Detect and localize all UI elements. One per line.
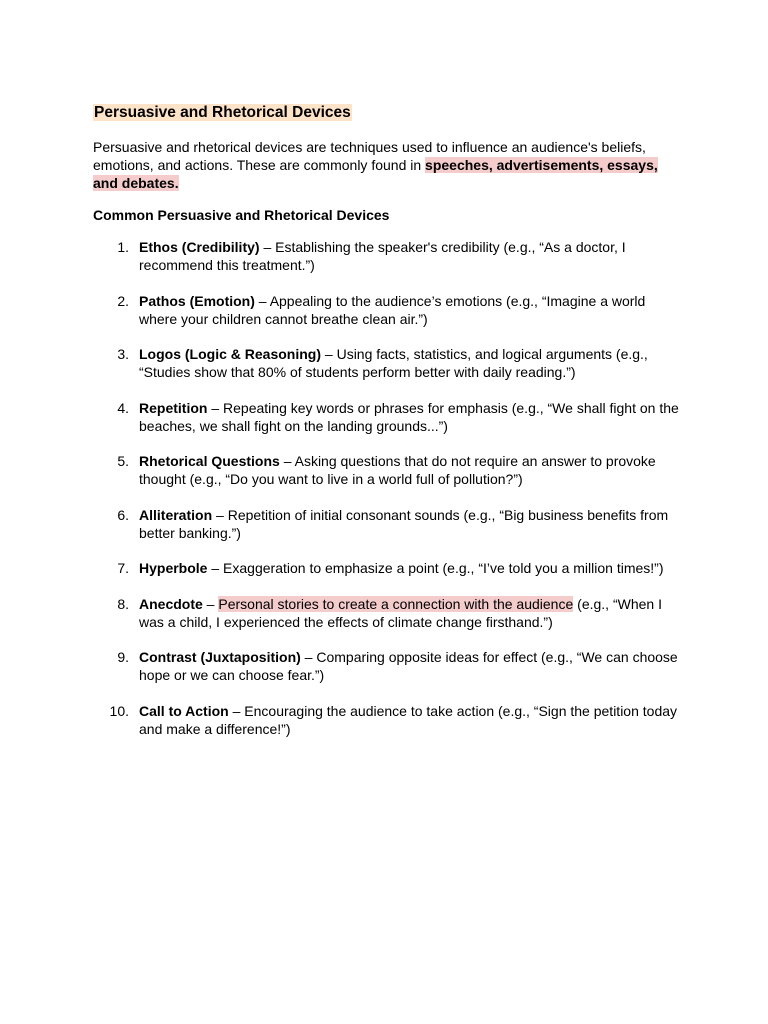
- device-number: 10.: [109, 702, 129, 719]
- device-separator: –: [254, 292, 270, 309]
- intro-paragraph: [93, 138, 683, 192]
- device-name: Hyperbole: [139, 560, 208, 576]
- device-description: Encouraging the audience to take action (e.g., “Sign the petition today and make a difference!”): [139, 702, 678, 737]
- device-item: [93, 238, 683, 274]
- device-item: [93, 399, 683, 435]
- device-separator: –: [321, 346, 337, 362]
- device-item: [93, 345, 683, 381]
- device-item: [93, 559, 683, 577]
- device-name: Rhetorical Questions: [139, 453, 280, 469]
- title-highlight: Persuasive and Rhetorical Devices: [94, 104, 351, 121]
- device-item: [93, 452, 683, 488]
- device-number: 8.: [117, 595, 129, 612]
- device-highlight: Personal stories to create a connection with the audience: [218, 595, 574, 612]
- device-name: Contrast (Juxtaposition): [139, 649, 301, 665]
- device-item: [93, 648, 683, 684]
- device-number: 2.: [117, 292, 129, 309]
- device-separator: –: [228, 702, 245, 719]
- device-separator: –: [212, 506, 228, 523]
- device-description: Repetition of initial consonant sounds (e.g., “Big business benefits from better banking.”): [139, 506, 669, 541]
- device-description: Asking questions that do not require an answer to provoke thought (e.g., “Do you want to live in a world full of pollution?”): [139, 453, 656, 487]
- device-description: Appealing to the audience’s emotions (e.g., “Imagine a world where your children cannot breathe clean air.”): [139, 292, 646, 327]
- document-title: [93, 103, 352, 123]
- device-name: Ethos (Credibility): [139, 239, 260, 255]
- device-item: [93, 702, 683, 738]
- device-description: Using facts, statistics, and logical arguments (e.g., “Studies show that 80% of students perform better with daily reading.”): [139, 346, 648, 380]
- device-separator: –: [259, 239, 276, 255]
- device-number: 1.: [117, 239, 129, 255]
- device-number: 6.: [117, 506, 129, 523]
- device-name: Logos (Logic & Reasoning): [139, 346, 321, 362]
- device-name: Call to Action: [139, 702, 229, 719]
- device-number: 9.: [117, 649, 129, 665]
- device-separator: –: [207, 399, 224, 416]
- device-number: 7.: [117, 560, 129, 576]
- intro-text: Persuasive and rhetorical devices are techniques used to influence an audience's beliefs, emotions, and actions. These are commonly found in: [93, 139, 646, 173]
- devices-list: [93, 238, 683, 755]
- device-name: Alliteration: [139, 506, 213, 523]
- device-description: Repeating key words or phrases for emphasis (e.g., “We shall fight on the beaches, we shall fight on the landing grounds...”): [139, 399, 679, 434]
- device-item: [93, 292, 683, 328]
- device-number: 5.: [117, 453, 129, 469]
- section-subheading: Common Persuasive and Rhetorical Devices: [93, 207, 390, 223]
- intro-highlight: speeches, advertisements, essays, and debates.: [93, 157, 658, 191]
- device-item: [93, 506, 683, 542]
- device-separator: –: [300, 649, 317, 665]
- device-description: (e.g., “When I was a child, I experienced the effects of climate change firsthand.”): [139, 595, 662, 630]
- device-separator: –: [202, 595, 219, 612]
- device-description: Exaggeration to emphasize a point (e.g., “I’ve told you a million times!”): [223, 560, 664, 576]
- device-number: 4.: [117, 399, 129, 416]
- device-separator: –: [207, 560, 224, 576]
- device-number: 3.: [117, 346, 129, 362]
- device-description: Comparing opposite ideas for effect (e.g., “We can choose hope or we can choose fear.”): [139, 649, 678, 683]
- device-item: [93, 595, 683, 631]
- device-name: Repetition: [139, 399, 208, 416]
- device-description: Establishing the speaker's credibility (e.g., “As a doctor, I recommend this treatment.”): [139, 239, 626, 273]
- device-separator: –: [279, 453, 295, 469]
- device-name: Anecdote: [139, 595, 203, 612]
- device-name: Pathos (Emotion): [139, 292, 255, 309]
